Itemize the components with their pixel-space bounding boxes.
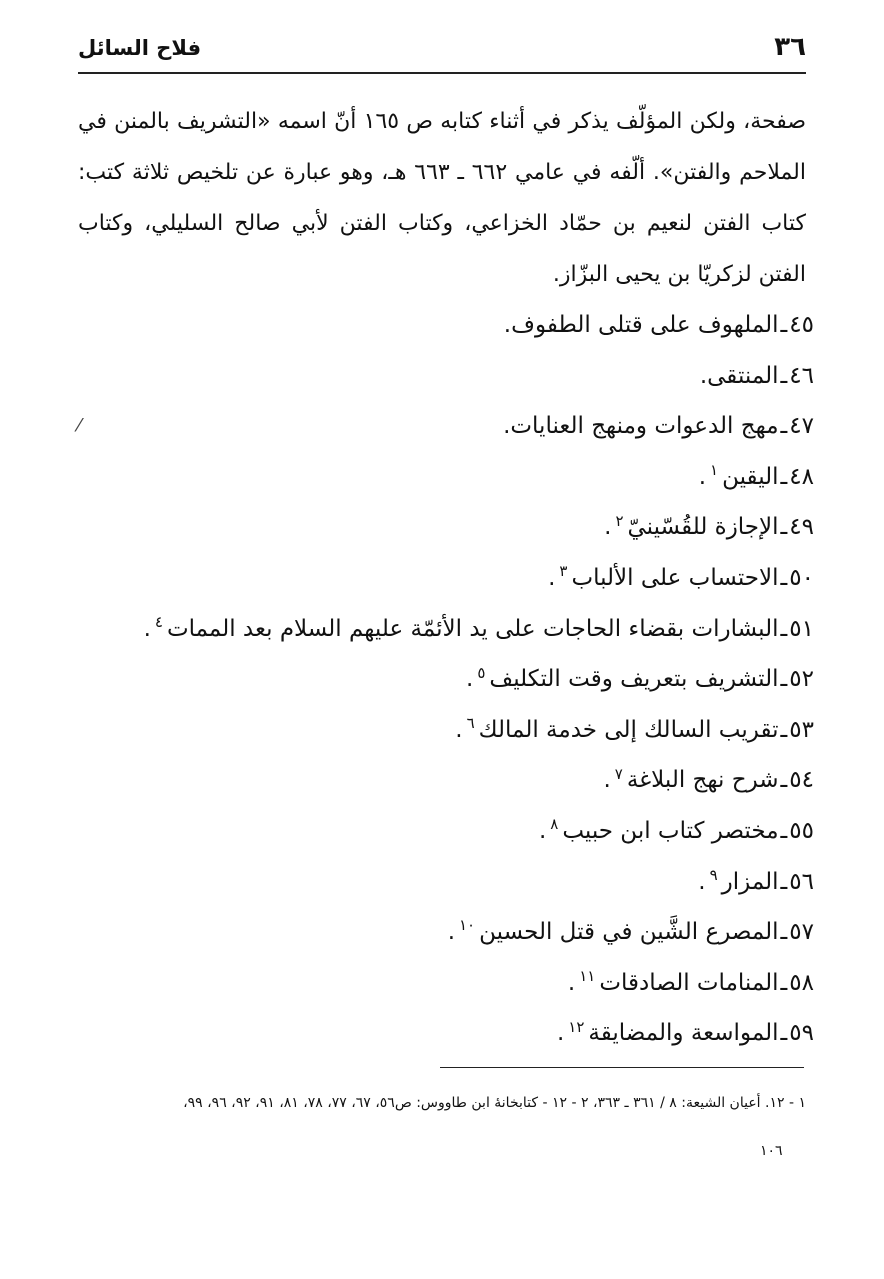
page-header [78, 30, 806, 70]
list-item [144, 553, 814, 604]
item-period: . [698, 463, 707, 490]
item-number: ٥٣ [789, 716, 814, 743]
item-period: . [503, 312, 512, 338]
footnote-marker: ٢ [615, 511, 624, 530]
list-item [144, 452, 814, 503]
footnote-marker: ٩ [709, 865, 718, 884]
item-number: ٥٧ [789, 919, 814, 946]
item-dash: ـ [780, 919, 788, 946]
margin-mark: ⁄ [77, 415, 81, 437]
item-dash: ـ [780, 1020, 788, 1047]
list-item [144, 604, 814, 655]
item-dash: ـ [780, 969, 788, 996]
list-item [144, 857, 814, 908]
list-item [144, 654, 814, 705]
item-period: . [699, 362, 708, 389]
item-number: ٥٤ [789, 767, 814, 794]
header-rule [78, 72, 806, 74]
list-item [144, 705, 814, 756]
item-title: التشريف بتعريف وقت التكليف [489, 666, 779, 693]
footnote: ١ - ١٢. أعيان الشيعة: ٨ / ٣٦١ ـ ٣٦٣، ٢ - ١٢ - كتابخانهٔ ابن طاووس: ص٥٦، ٦٧، ٧٧، ٧٨، ٨١، ٩١، ٩٢، ٩٦، ٩٩، [183, 1095, 806, 1111]
item-title: المواسعة والمضايقة [588, 1020, 779, 1047]
running-title: فلاح السائل [78, 36, 202, 60]
item-dash: ـ [780, 615, 788, 642]
list-item [144, 1008, 814, 1059]
item-title: تقريب السالك إلى خدمة المالك [478, 716, 779, 743]
footnote-marker: ٧ [614, 764, 623, 783]
list-item [144, 300, 814, 351]
list-item [144, 502, 814, 553]
item-dash: ـ [780, 413, 788, 440]
item-dash: ـ [780, 716, 788, 743]
list-item [77, 401, 814, 452]
item-number: ٤٨ [789, 463, 814, 490]
footnote-rule [440, 1067, 804, 1068]
item-title: البشارات بقضاء الحاجات على يد الأئمّة عليهم السلام بعد الممات [166, 615, 779, 642]
book-list [77, 300, 814, 1059]
item-title: الملهوف على قتلى الطفوف [511, 312, 779, 338]
item-number: ٤٧ [789, 413, 814, 440]
item-period: . [698, 868, 706, 895]
item-title: مهج الدعوات ومنهج العنايات [510, 413, 779, 440]
item-number: ٤٩ [789, 514, 814, 541]
item-title: المزار [721, 868, 779, 895]
footnote-marker: ٥ [477, 663, 486, 682]
item-title: الإجازة للقُسّينيّ [627, 514, 779, 541]
item-title: الاحتساب على الألباب [571, 564, 779, 591]
footnote-marker: ١ [710, 461, 719, 480]
item-number: ٥٠ [789, 564, 814, 591]
item-period: . [567, 969, 576, 996]
item-dash: ـ [780, 514, 788, 541]
item-title: المصرع الشَّين في قتل الحسين [479, 919, 779, 946]
item-period: . [603, 767, 611, 794]
footer-page-number: ١٠٦ [760, 1143, 783, 1159]
item-number: ٥٩ [789, 1020, 814, 1047]
footnote-marker: ٣ [559, 562, 568, 581]
item-period: . [556, 1020, 565, 1047]
body-paragraph: صفحة، ولكن المؤلّف يذكر في أثناء كتابه ص ١٦٥ أنّ اسمه «التشريف بالمنن في الملاحم والفتن». ألّفه في عامي ٦٦٢ ـ ٦٦٣ هـ، وهو عبارة عن تلخيص ثلاثة كتب: كتاب الفتن لنعيم بن حمّاد الخزاعي، وكتاب الفتن لأبي صالح السليلي، وكتاب الفتن لزكريّا بن يحيى البزّاز. [78, 109, 807, 287]
item-dash: ـ [780, 868, 788, 895]
item-dash: ـ [780, 767, 788, 794]
footnote-marker: ٨ [550, 815, 559, 834]
item-title: المنتقى [707, 362, 779, 389]
item-period: . [447, 919, 455, 946]
item-number: ٥٦ [789, 868, 814, 895]
item-period: . [503, 413, 511, 440]
item-title: مختصر كتاب ابن حبيب [562, 817, 779, 844]
footnote-marker: ١١ [579, 967, 596, 986]
item-dash: ـ [780, 463, 788, 490]
item-period: . [604, 514, 612, 541]
item-dash: ـ [780, 817, 788, 844]
item-title: شرح نهج البلاغة [626, 767, 779, 794]
item-number: ٤٥ [789, 312, 814, 338]
item-title: المنامات الصادقات [599, 969, 779, 996]
footnote-marker: ١٢ [568, 1017, 585, 1036]
item-dash: ـ [780, 564, 788, 591]
item-period: . [548, 564, 556, 591]
item-period: . [538, 817, 547, 844]
footnote-marker: ١٠ [459, 916, 476, 935]
item-dash: ـ [780, 666, 788, 693]
item-period: . [143, 615, 151, 642]
item-title: اليقين [722, 463, 779, 490]
item-number: ٥٥ [789, 817, 814, 844]
list-item [144, 806, 814, 857]
item-number: ٤٦ [789, 362, 814, 389]
item-number: ٥١ [789, 615, 814, 642]
list-item [144, 755, 814, 806]
item-number: ٥٨ [789, 969, 814, 996]
item-period: . [455, 716, 463, 743]
item-period: . [466, 666, 474, 693]
footnote-marker: ٦ [466, 714, 475, 733]
list-item [144, 907, 814, 958]
list-item [144, 351, 814, 402]
list-item [144, 958, 814, 1009]
footnote-marker: ٤ [154, 612, 163, 631]
item-dash: ـ [780, 312, 788, 338]
item-number: ٥٢ [789, 666, 814, 693]
page-number: ٣٦ [774, 32, 806, 62]
item-dash: ـ [780, 362, 788, 389]
